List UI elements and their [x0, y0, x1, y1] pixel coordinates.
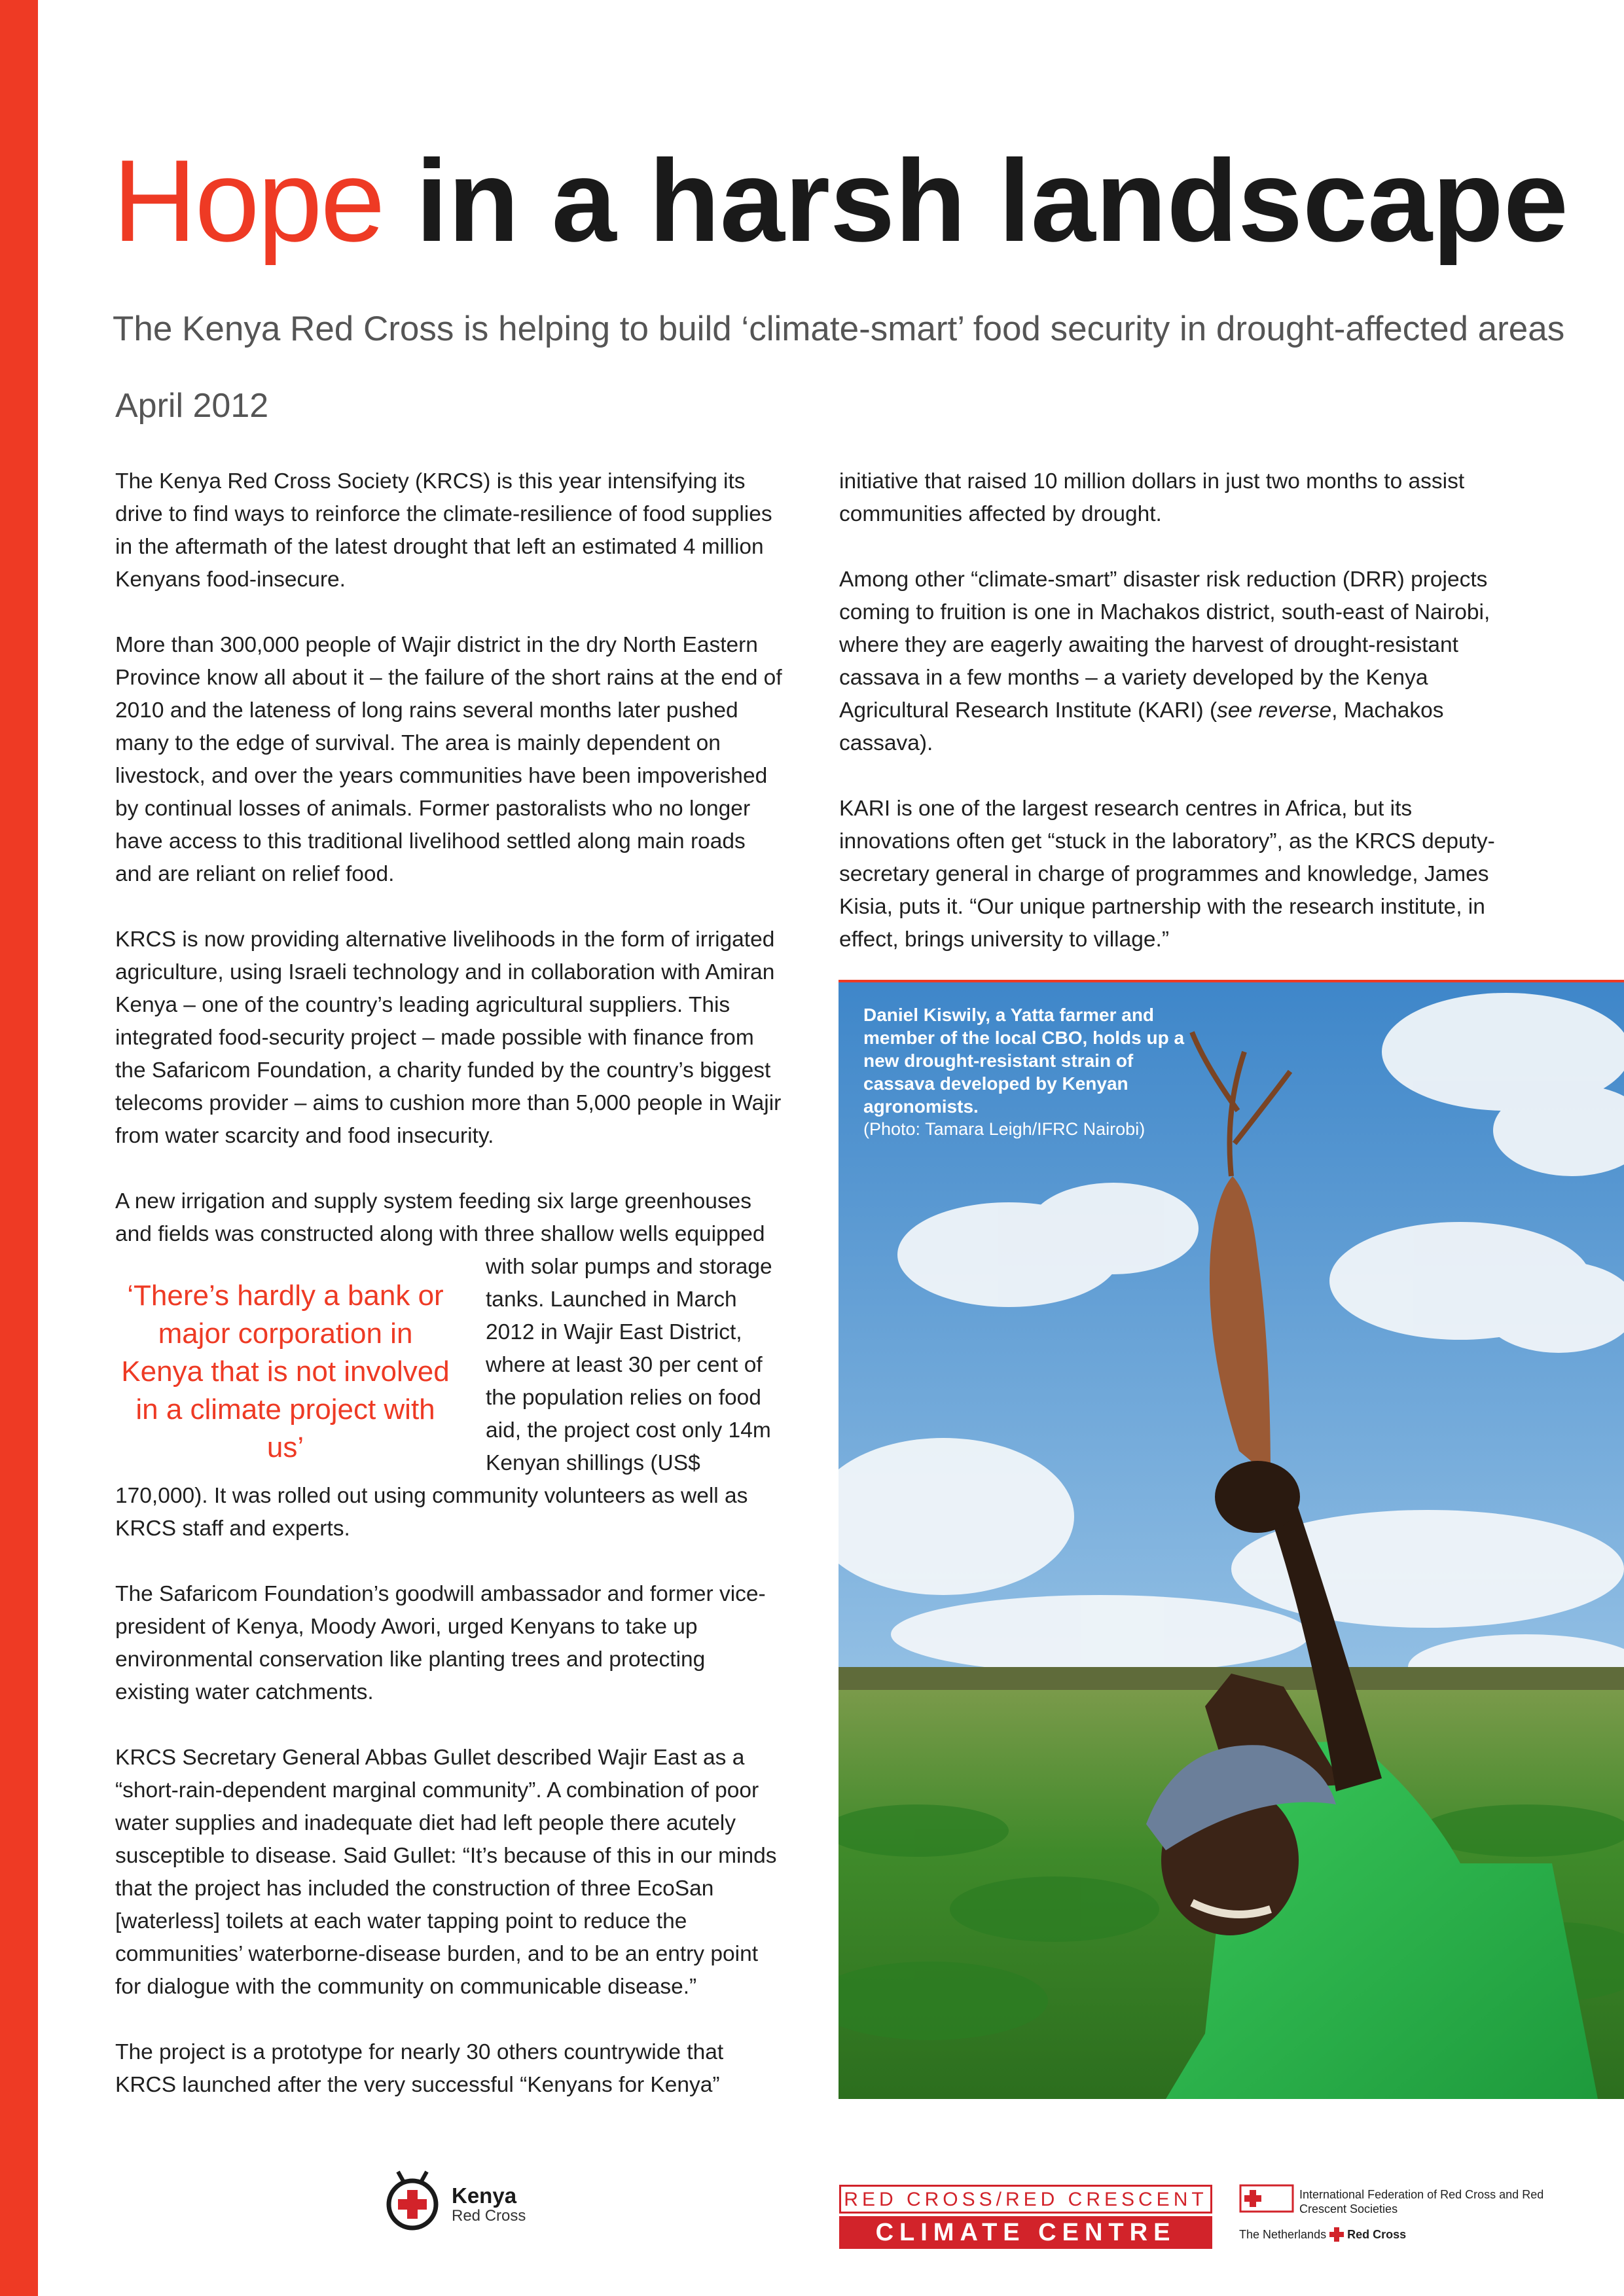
krcs-sub: Red Cross — [452, 2207, 526, 2225]
photo-credit: (Photo: Tamara Leigh/IFRC Nairobi) — [863, 1119, 1146, 1139]
paragraph — [839, 564, 1513, 760]
paragraph: More than 300,000 people of Wajir district in the dry North Eastern Province know all about it – the failure of the short rains at the end of 2010 and the lateness of long rains several months later pushed many to the edge of survival. The area is mainly dependent on livestock, and over the years communities have been impoverished by continual losses of animals. Former pastoralists who no longer have access to this traditional livelihood settled along main roads and are reliant on relief food. — [115, 633, 782, 886]
kenya-red-cross-logo — [378, 2165, 549, 2231]
paragraph-rest: shallow wells equipped with solar pumps and storage tanks. Launched in March 2012 in Wajir East District, where at least 30 per cent of the population relies on food aid, the project cost only 14m Kenyan shillings (US$ 170,000). It was rolled out using community volunteers as well as KRCS staff and experts. — [115, 1222, 772, 1541]
pull-quote: ‘There’s hardly a bank or major corporation in Kenya that is not involved in a climate project with us’ — [121, 1280, 450, 1463]
paragraph: The project is a prototype for nearly 30 others countrywide that KRCS launched after the very successful “Kenyans for Kenya” — [115, 2040, 724, 2097]
paragraph-text: , Machakos cassava). — [839, 698, 1444, 755]
publication-date: April 2012 — [115, 387, 269, 425]
page-title — [113, 135, 1568, 266]
paragraph: initiative that raised 10 million dollars in just two months to assist communities affected by drought. — [839, 469, 1465, 526]
paragraph: The Safaricom Foundation’s goodwill ambassador and former vice-president of Kenya, Moody Awori, urged Kenyans to take up environmental conservation like planting trees and protecting existing water catchments. — [115, 1582, 766, 1704]
title-rest: in a harsh landscape — [416, 135, 1568, 266]
article-column-left — [115, 465, 785, 2102]
paragraph: KARI is one of the largest research centres in Africa, but its innovations often get “stuck in the laboratory”, as the KRCS deputy-secretary general in charge of programmes and knowledge, James Kisia, puts it. “Our unique partnership with the research institute, in effect, brings university to village.” — [839, 797, 1495, 952]
paragraph-intro: A new irrigation and supply system feeding six large greenhouses and fields was constructed along with three — [115, 1189, 752, 1246]
article-column-right — [839, 465, 1513, 956]
nl-name: Red Cross — [1347, 2228, 1407, 2241]
netherlands-red-cross — [1239, 2227, 1406, 2242]
ifrc-emblem-icon — [1239, 2184, 1294, 2213]
see-reverse-ref: see reverse — [1217, 698, 1332, 723]
photo-illustration — [839, 980, 1624, 2099]
krcs-emblem-icon — [378, 2165, 447, 2231]
title-highlight: Hope — [113, 135, 384, 266]
paragraph: KRCS Secretary General Abbas Gullet described Wajir East as a “short-rain-dependent marginal community”. A combination of poor water supplies and inadequate diet had left people there acutely susceptible to disease. Said Gullet: “It’s because of this in our minds that the project has included the construction of three EcoSan [waterless] toilets at each water tapping point to reduce the communities’ waterborne-disease burden, and to be an entry point for dialogue with the community on communicable disease.” — [115, 1746, 777, 1999]
krcs-name: Kenya — [452, 2183, 517, 2208]
hand — [1215, 1461, 1300, 1533]
paragraph — [115, 1185, 785, 1545]
paragraph: KRCS is now providing alternative livelihoods in the form of irrigated agriculture, using Israeli technology and in collaboration with Amiran Kenya – one of the country’s leading agricultural suppliers. This integrated food-security project – made possible with finance from the Safaricom Foundation, a charity funded by the country’s biggest telecoms provider – aims to cushion more than 5,000 people in Wajir from water scarcity and food insecurity. — [115, 927, 782, 1148]
photo-caption — [863, 1003, 1204, 1141]
subtitle: The Kenya Red Cross is helping to build ‘climate-smart’ food security in drought-affected areas — [113, 310, 1565, 348]
left-accent-bar — [0, 0, 38, 2296]
ifrc-logo — [1239, 2184, 1566, 2250]
red-cross-icon — [1329, 2227, 1344, 2242]
ifrc-name: International Federation of Red Cross and Red Crescent Societies — [1299, 2188, 1544, 2215]
photo-top-rule — [839, 980, 1624, 982]
paragraph: The Kenya Red Cross Society (KRCS) is this year intensifying its drive to find ways to reinforce the climate-resilience of food supplies in the aftermath of the latest drought that left an estimated 4 million Kenyans food-insecure. — [115, 469, 772, 592]
climate-centre-logo — [839, 2185, 1212, 2249]
climate-centre-top: RED CROSS/RED CRESCENT — [839, 2185, 1212, 2214]
climate-centre-bottom: CLIMATE CENTRE — [839, 2216, 1212, 2249]
nl-prefix: The Netherlands — [1239, 2228, 1327, 2241]
paragraph-text: Among other “climate-smart” disaster risk reduction (DRR) projects coming to fruition is one in Machakos district, south-east of Nairobi, where they are eagerly awaiting the harvest of drought-resistant cassava in a few months – a variety developed by the Kenya Agricultural Research Institute (KARI) ( — [839, 567, 1490, 723]
caption-text: Daniel Kiswily, a Yatta farmer and member of the local CBO, holds up a new drought-resistant strain of cassava developed by Kenyan agronomists. — [863, 1005, 1185, 1117]
farmer-cassava-photo — [839, 980, 1624, 2099]
